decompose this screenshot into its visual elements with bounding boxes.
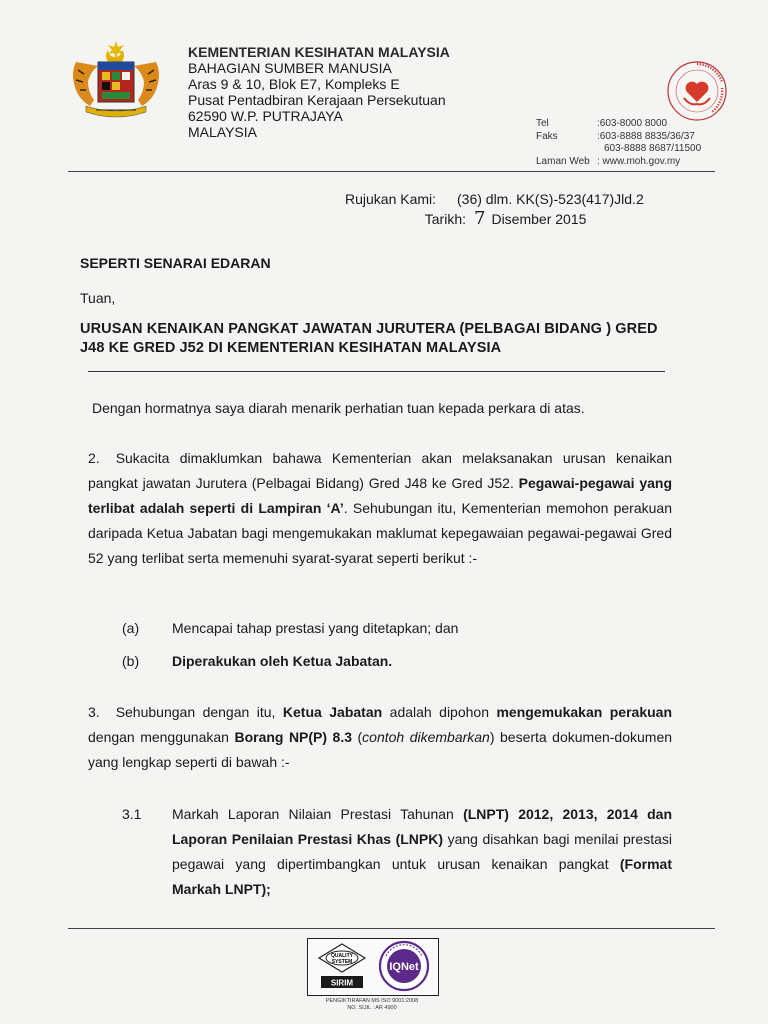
svg-text:QUALITY: QUALITY	[331, 953, 353, 959]
address-line-3: 62590 W.P. PUTRAJAYA	[188, 108, 343, 124]
contact-fax: Faks :603-8888 8835/36/37	[536, 130, 695, 142]
subject-underline	[88, 371, 665, 372]
contact-tel: Tel :603-8000 8000	[536, 118, 668, 129]
salutation: Tuan,	[80, 290, 116, 306]
paragraph-3-number: 3.	[88, 704, 100, 720]
list-item-text: Diperakukan oleh Ketua Jabatan.	[172, 653, 393, 669]
letterhead-divider	[68, 171, 715, 172]
address-line-2: Pusat Pentadbiran Kerajaan Persekutuan	[188, 92, 446, 108]
date-month-year: Disember 2015	[491, 211, 587, 227]
list-item-text: Mencapai tahap prestasi yang ditetapkan; dan	[172, 620, 459, 636]
form-reference: Borang NP(P) 8.3	[234, 729, 352, 745]
reference-number: (36) dlm. KK(S)-523(417)Jld.2	[457, 191, 644, 207]
sirim-iqnet-logo-icon	[307, 938, 439, 996]
list-item	[122, 616, 642, 641]
paragraph-2: 2. Sukacita dimaklumkan bahawa Kementerian akan melaksanakan urusan kenaikan pangkat jawatan Jurutera (Pelbagai Bidang) Gred J48 ke Gred J52. Pegawai-pegawai yang terlibat adalah seperti di Lampiran ‘A’. Sehubungan itu, Kementerian memohon perakuan daripada Ketua Jabatan bagi mengemukakan maklumat kepegawaian pegawai-pegawai Gred 52 yang terlibat serta memenuhi syarat-syarat seperti berikut :-	[88, 450, 673, 566]
contact-website: Laman Web : www.moh.gov.my	[536, 155, 681, 167]
certification-text: PENGIKTIRAFAN MS ISO 9001:2008 NO. SIJIL : AR 4900	[325, 998, 419, 1011]
heart-hands-logo-icon	[664, 58, 730, 124]
contact-fax-2: 603-8888 8687/11500	[604, 143, 702, 154]
paragraph-1: Dengan hormatnya saya diarah menarik perhatian tuan kepada perkara di atas.	[92, 400, 585, 416]
coat-of-arms-icon	[66, 40, 166, 122]
paragraph-3-1-number: 3.1	[122, 806, 142, 822]
svg-text:SIRIM: SIRIM	[330, 978, 354, 988]
letter-subject: URUSAN KENAIKAN PANGKAT JAWATAN JURUTERA (PELBAGAI BIDANG ) GRED J48 KE GRED J52 DI KEMENTERIAN KESIHATAN MALAYSIA	[80, 321, 658, 356]
contact-details	[536, 118, 701, 168]
organisation-address	[188, 44, 450, 140]
paragraph-3-1: Markah Laporan Nilaian Prestasi Tahunan (LNPT) 2012, 2013, 2014 dan Laporan Penilaian Prestasi Khas (LNPK) yang disahkan bagi menilai prestasi pegawai yang dipertimbangkan untuk urusan kenaikan pangkat (Format Markah LNPT);	[172, 806, 672, 897]
list-item-label: (b)	[122, 653, 140, 669]
svg-text:SYSTEM: SYSTEM	[331, 959, 353, 965]
list-item-label: (a)	[122, 620, 140, 636]
recipient: SEPERTI SENARAI EDARAN	[80, 255, 271, 271]
ministry-name: KEMENTERIAN KESIHATAN MALAYSIA	[188, 44, 450, 60]
reference-block	[345, 189, 644, 229]
paragraph-3: 3. Sehubungan dengan itu, Ketua Jabatan adalah dipohon mengemukakan perakuan dengan menggunakan Borang NP(P) 8.3 (contoh dikembarkan) beserta dokumen-dokumen yang lengkap seperti di bawah :-	[88, 704, 673, 770]
date-label: Tarikh:	[424, 211, 466, 227]
svg-text:IQNet: IQNet	[389, 961, 419, 973]
division-name: BAHAGIAN SUMBER MANUSIA	[188, 60, 392, 76]
reference-label: Rujukan Kami:	[345, 191, 437, 207]
address-line-1: Aras 9 & 10, Blok E7, Kompleks E	[188, 76, 400, 92]
address-line-4: MALAYSIA	[188, 124, 257, 140]
lampiran-reference: Pegawai-pegawai yang terlibat adalah seperti di Lampiran ‘A’	[88, 475, 673, 516]
date-day: 7	[474, 208, 486, 229]
footer-divider	[68, 928, 715, 929]
list-item	[122, 649, 642, 674]
paragraph-2-number: 2.	[88, 450, 100, 466]
